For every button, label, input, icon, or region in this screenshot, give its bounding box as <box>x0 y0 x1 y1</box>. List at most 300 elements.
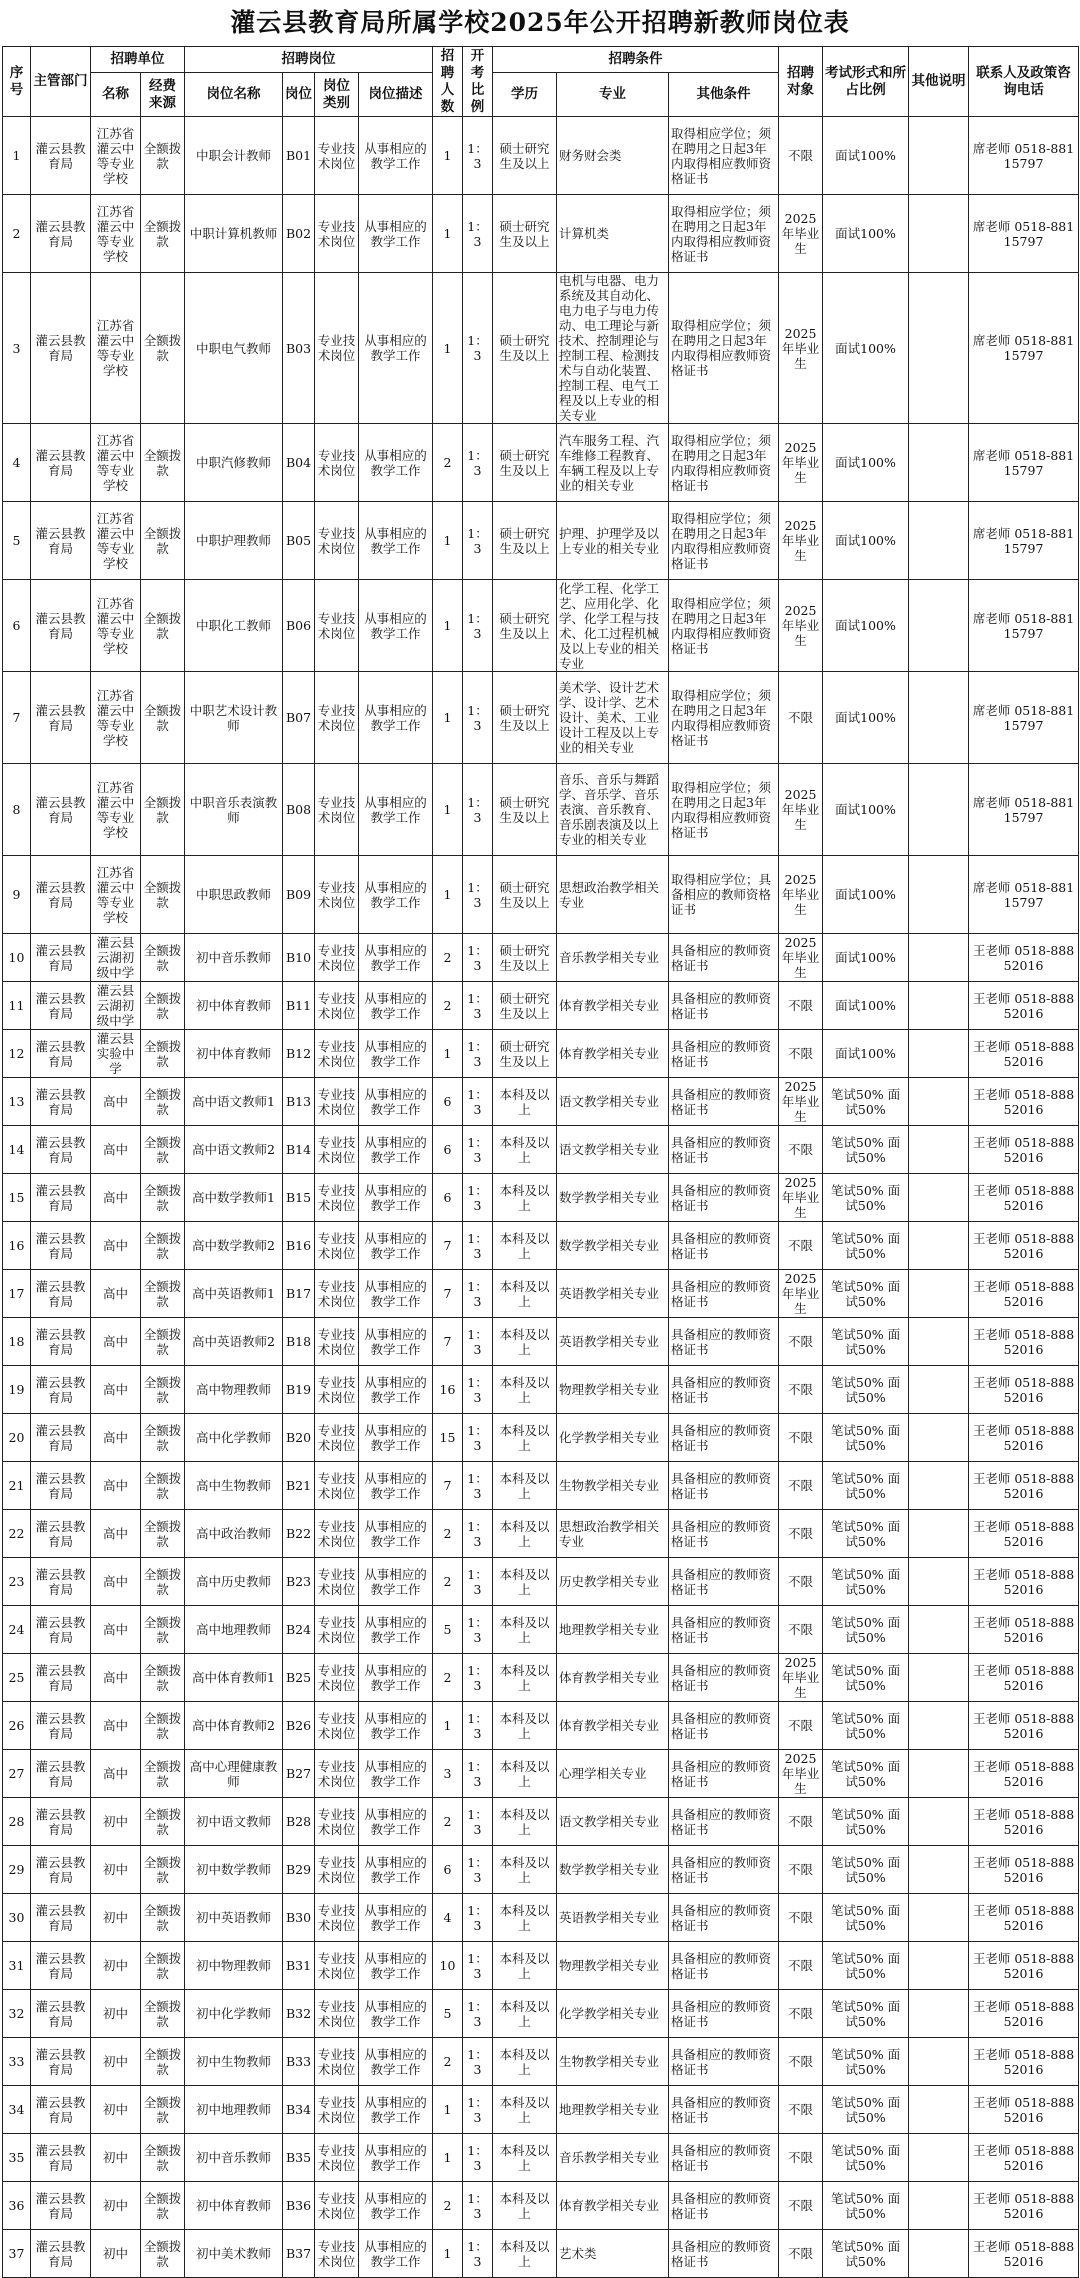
cell-dept: 灌云县教育局 <box>31 856 91 934</box>
cell-major: 生物教学相关专业 <box>557 2038 669 2086</box>
cell-other: 取得相应学位；须在聘用之日起3年内取得相应教师资格证书 <box>669 502 779 580</box>
cell-funding: 全额拨款 <box>141 1366 185 1414</box>
cell-other: 具备相应的教师资格证书 <box>669 1126 779 1174</box>
cell-major: 化学工程、化学工艺、应用化学、化学、化学工程与技术、化工过程机械及以上专业的相关专业 <box>557 580 669 672</box>
cell-other: 具备相应的教师资格证书 <box>669 1654 779 1702</box>
cell-contact: 席老师 0518-88115797 <box>969 672 1079 764</box>
cell-post-desc: 从事相应的教学工作 <box>359 195 433 273</box>
cell-post-type: 专业技术岗位 <box>315 2038 359 2086</box>
cell-target: 不限 <box>779 1414 823 1462</box>
cell-ratio: 1：3 <box>463 982 493 1030</box>
cell-post-desc: 从事相应的教学工作 <box>359 1654 433 1702</box>
cell-unit-name: 初中 <box>91 1846 141 1894</box>
cell-count: 1 <box>433 1702 463 1750</box>
cell-exam: 笔试50% 面试50% <box>823 2086 909 2134</box>
cell-note <box>909 1078 969 1126</box>
cell-post-name: 高中语文教师1 <box>185 1078 283 1126</box>
cell-count: 1 <box>433 502 463 580</box>
cell-exam: 笔试50% 面试50% <box>823 1174 909 1222</box>
cell-contact: 席老师 0518-88115797 <box>969 424 1079 502</box>
cell-post-code: B02 <box>283 195 315 273</box>
header-seq: 序号 <box>3 47 31 117</box>
cell-seq: 14 <box>3 1126 31 1174</box>
cell-other: 具备相应的教师资格证书 <box>669 1030 779 1078</box>
cell-exam: 笔试50% 面试50% <box>823 1942 909 1990</box>
cell-funding: 全额拨款 <box>141 1078 185 1126</box>
cell-ratio: 1：3 <box>463 1894 493 1942</box>
cell-post-code: B21 <box>283 1462 315 1510</box>
cell-dept: 灌云县教育局 <box>31 1414 91 1462</box>
cell-post-code: B20 <box>283 1414 315 1462</box>
cell-post-type: 专业技术岗位 <box>315 1846 359 1894</box>
cell-post-name: 初中化学教师 <box>185 1990 283 2038</box>
cell-post-type: 专业技术岗位 <box>315 1798 359 1846</box>
cell-post-desc: 从事相应的教学工作 <box>359 1270 433 1318</box>
cell-target: 2025年毕业生 <box>779 1654 823 1702</box>
cell-funding: 全额拨款 <box>141 502 185 580</box>
cell-exam: 面试100% <box>823 1030 909 1078</box>
cell-other: 具备相应的教师资格证书 <box>669 1414 779 1462</box>
cell-unit-name: 初中 <box>91 1894 141 1942</box>
cell-seq: 1 <box>3 117 31 195</box>
cell-funding: 全额拨款 <box>141 2086 185 2134</box>
cell-exam: 笔试50% 面试50% <box>823 1510 909 1558</box>
cell-count: 2 <box>433 1510 463 1558</box>
header-unit-name: 名称 <box>91 73 141 117</box>
cell-exam: 笔试50% 面试50% <box>823 2182 909 2230</box>
cell-note <box>909 934 969 982</box>
cell-post-desc: 从事相应的教学工作 <box>359 1558 433 1606</box>
cell-target: 不限 <box>779 1702 823 1750</box>
cell-seq: 16 <box>3 1222 31 1270</box>
cell-post-type: 专业技术岗位 <box>315 1462 359 1510</box>
cell-unit-name: 高中 <box>91 1318 141 1366</box>
cell-ratio: 1：3 <box>463 1318 493 1366</box>
cell-post-type: 专业技术岗位 <box>315 502 359 580</box>
cell-other: 具备相应的教师资格证书 <box>669 982 779 1030</box>
cell-contact: 席老师 0518-88115797 <box>969 764 1079 856</box>
cell-other: 取得相应学位；须在聘用之日起3年内取得相应教师资格证书 <box>669 764 779 856</box>
cell-funding: 全额拨款 <box>141 1846 185 1894</box>
cell-post-desc: 从事相应的教学工作 <box>359 273 433 424</box>
cell-ratio: 1：3 <box>463 1510 493 1558</box>
cell-dept: 灌云县教育局 <box>31 2134 91 2182</box>
cell-post-code: B28 <box>283 1798 315 1846</box>
cell-contact: 王老师 0518-88852016 <box>969 1750 1079 1798</box>
cell-exam: 笔试50% 面试50% <box>823 1366 909 1414</box>
table-row <box>3 934 1079 982</box>
cell-major: 语文教学相关专业 <box>557 1798 669 1846</box>
cell-unit-name: 初中 <box>91 2230 141 2278</box>
cell-post-code: B22 <box>283 1510 315 1558</box>
cell-target: 不限 <box>779 2038 823 2086</box>
cell-note <box>909 1030 969 1078</box>
cell-funding: 全额拨款 <box>141 1894 185 1942</box>
cell-seq: 32 <box>3 1990 31 2038</box>
cell-target: 2025年毕业生 <box>779 1270 823 1318</box>
cell-unit-name: 江苏省灌云中等专业学校 <box>91 764 141 856</box>
cell-other: 具备相应的教师资格证书 <box>669 1750 779 1798</box>
cell-post-type: 专业技术岗位 <box>315 1510 359 1558</box>
cell-funding: 全额拨款 <box>141 1270 185 1318</box>
header-contact: 联系人及政策咨询电话 <box>969 47 1079 117</box>
header-major: 专业 <box>557 73 669 117</box>
cell-post-name: 高中政治教师 <box>185 1510 283 1558</box>
cell-note <box>909 1126 969 1174</box>
cell-unit-name: 灌云县云湖初级中学 <box>91 934 141 982</box>
cell-count: 6 <box>433 1078 463 1126</box>
cell-unit-name: 初中 <box>91 2086 141 2134</box>
cell-seq: 27 <box>3 1750 31 1798</box>
cell-other: 具备相应的教师资格证书 <box>669 1942 779 1990</box>
cell-contact: 王老师 0518-88852016 <box>969 2182 1079 2230</box>
cell-count: 1 <box>433 2086 463 2134</box>
cell-funding: 全额拨款 <box>141 1750 185 1798</box>
cell-count: 15 <box>433 1414 463 1462</box>
cell-major: 历史教学相关专业 <box>557 1558 669 1606</box>
cell-seq: 30 <box>3 1894 31 1942</box>
cell-seq: 26 <box>3 1702 31 1750</box>
cell-contact: 席老师 0518-88115797 <box>969 580 1079 672</box>
cell-target: 不限 <box>779 1030 823 1078</box>
cell-contact: 王老师 0518-88852016 <box>969 1798 1079 1846</box>
cell-post-desc: 从事相应的教学工作 <box>359 117 433 195</box>
cell-target: 不限 <box>779 1990 823 2038</box>
cell-post-type: 专业技术岗位 <box>315 1318 359 1366</box>
cell-seq: 20 <box>3 1414 31 1462</box>
cell-seq: 8 <box>3 764 31 856</box>
cell-dept: 灌云县教育局 <box>31 1894 91 1942</box>
cell-edu: 本科及以上 <box>493 1270 557 1318</box>
table-row <box>3 2038 1079 2086</box>
cell-contact: 王老师 0518-88852016 <box>969 1030 1079 1078</box>
cell-seq: 31 <box>3 1942 31 1990</box>
cell-exam: 面试100% <box>823 195 909 273</box>
cell-post-code: B04 <box>283 424 315 502</box>
cell-note <box>909 195 969 273</box>
cell-other: 取得相应学位；须在聘用之日起3年内取得相应教师资格证书 <box>669 117 779 195</box>
cell-ratio: 1：3 <box>463 1174 493 1222</box>
cell-post-type: 专业技术岗位 <box>315 117 359 195</box>
cell-funding: 全额拨款 <box>141 1990 185 2038</box>
table-row <box>3 502 1079 580</box>
cell-edu: 本科及以上 <box>493 1894 557 1942</box>
cell-count: 1 <box>433 672 463 764</box>
cell-edu: 本科及以上 <box>493 1078 557 1126</box>
table-row <box>3 1990 1079 2038</box>
cell-edu: 本科及以上 <box>493 1510 557 1558</box>
cell-unit-name: 高中 <box>91 1606 141 1654</box>
cell-edu: 本科及以上 <box>493 1654 557 1702</box>
cell-edu: 本科及以上 <box>493 1702 557 1750</box>
cell-seq: 36 <box>3 2182 31 2230</box>
cell-post-desc: 从事相应的教学工作 <box>359 1078 433 1126</box>
cell-edu: 本科及以上 <box>493 2134 557 2182</box>
cell-ratio: 1：3 <box>463 1126 493 1174</box>
cell-ratio: 1：3 <box>463 502 493 580</box>
cell-contact: 王老师 0518-88852016 <box>969 1702 1079 1750</box>
cell-major: 计算机类 <box>557 195 669 273</box>
cell-count: 1 <box>433 2134 463 2182</box>
cell-exam: 面试100% <box>823 502 909 580</box>
cell-target: 不限 <box>779 1606 823 1654</box>
cell-post-name: 高中心理健康教师 <box>185 1750 283 1798</box>
cell-exam: 笔试50% 面试50% <box>823 1318 909 1366</box>
cell-funding: 全额拨款 <box>141 856 185 934</box>
cell-note <box>909 1270 969 1318</box>
cell-post-name: 中职电气教师 <box>185 273 283 424</box>
cell-unit-name: 江苏省灌云中等专业学校 <box>91 117 141 195</box>
table-row <box>3 1750 1079 1798</box>
cell-target: 不限 <box>779 672 823 764</box>
cell-count: 1 <box>433 117 463 195</box>
cell-ratio: 1：3 <box>463 1702 493 1750</box>
cell-contact: 王老师 0518-88852016 <box>969 982 1079 1030</box>
cell-exam: 面试100% <box>823 580 909 672</box>
cell-count: 1 <box>433 764 463 856</box>
cell-dept: 灌云县教育局 <box>31 1846 91 1894</box>
cell-ratio: 1：3 <box>463 1990 493 2038</box>
cell-dept: 灌云县教育局 <box>31 1942 91 1990</box>
cell-post-code: B29 <box>283 1846 315 1894</box>
cell-ratio: 1：3 <box>463 195 493 273</box>
cell-target: 不限 <box>779 1318 823 1366</box>
table-row <box>3 1414 1079 1462</box>
cell-note <box>909 424 969 502</box>
cell-ratio: 1：3 <box>463 1030 493 1078</box>
table-row <box>3 1654 1079 1702</box>
cell-other: 取得相应学位；须在聘用之日起3年内取得相应教师资格证书 <box>669 424 779 502</box>
cell-major: 音乐教学相关专业 <box>557 934 669 982</box>
cell-major: 体育教学相关专业 <box>557 982 669 1030</box>
cell-post-type: 专业技术岗位 <box>315 1414 359 1462</box>
cell-post-type: 专业技术岗位 <box>315 934 359 982</box>
cell-post-desc: 从事相应的教学工作 <box>359 1222 433 1270</box>
cell-unit-name: 高中 <box>91 1078 141 1126</box>
cell-other: 取得相应学位；须在聘用之日起3年内取得相应教师资格证书 <box>669 580 779 672</box>
cell-post-desc: 从事相应的教学工作 <box>359 982 433 1030</box>
cell-target: 不限 <box>779 1846 823 1894</box>
cell-post-code: B23 <box>283 1558 315 1606</box>
cell-other: 具备相应的教师资格证书 <box>669 2086 779 2134</box>
cell-seq: 18 <box>3 1318 31 1366</box>
cell-dept: 灌云县教育局 <box>31 424 91 502</box>
cell-other: 具备相应的教师资格证书 <box>669 1510 779 1558</box>
cell-target: 不限 <box>779 1942 823 1990</box>
table-row <box>3 1126 1079 1174</box>
cell-post-desc: 从事相应的教学工作 <box>359 580 433 672</box>
table-row <box>3 424 1079 502</box>
cell-funding: 全额拨款 <box>141 580 185 672</box>
cell-ratio: 1：3 <box>463 424 493 502</box>
cell-seq: 3 <box>3 273 31 424</box>
cell-post-type: 专业技术岗位 <box>315 1990 359 2038</box>
cell-post-type: 专业技术岗位 <box>315 1654 359 1702</box>
cell-major: 语文教学相关专业 <box>557 1078 669 1126</box>
cell-note <box>909 1606 969 1654</box>
cell-seq: 33 <box>3 2038 31 2086</box>
cell-unit-name: 灌云县实验中学 <box>91 1030 141 1078</box>
cell-post-type: 专业技术岗位 <box>315 1558 359 1606</box>
cell-note <box>909 982 969 1030</box>
table-row <box>3 2230 1079 2278</box>
cell-funding: 全额拨款 <box>141 2230 185 2278</box>
cell-count: 1 <box>433 1030 463 1078</box>
cell-major: 财务财会类 <box>557 117 669 195</box>
cell-contact: 王老师 0518-88852016 <box>969 1222 1079 1270</box>
cell-contact: 王老师 0518-88852016 <box>969 2086 1079 2134</box>
cell-ratio: 1：3 <box>463 1078 493 1126</box>
cell-post-code: B36 <box>283 2182 315 2230</box>
cell-post-type: 专业技术岗位 <box>315 1366 359 1414</box>
cell-dept: 灌云县教育局 <box>31 117 91 195</box>
cell-contact: 王老师 0518-88852016 <box>969 1558 1079 1606</box>
cell-major: 体育教学相关专业 <box>557 2182 669 2230</box>
cell-post-name: 高中物理教师 <box>185 1366 283 1414</box>
cell-unit-name: 高中 <box>91 1414 141 1462</box>
cell-post-type: 专业技术岗位 <box>315 1078 359 1126</box>
cell-exam: 笔试50% 面试50% <box>823 1078 909 1126</box>
cell-edu: 硕士研究生及以上 <box>493 982 557 1030</box>
cell-seq: 28 <box>3 1798 31 1846</box>
cell-post-type: 专业技术岗位 <box>315 2230 359 2278</box>
cell-post-desc: 从事相应的教学工作 <box>359 1462 433 1510</box>
cell-post-desc: 从事相应的教学工作 <box>359 1846 433 1894</box>
cell-exam: 笔试50% 面试50% <box>823 1750 909 1798</box>
cell-post-desc: 从事相应的教学工作 <box>359 502 433 580</box>
cell-edu: 硕士研究生及以上 <box>493 195 557 273</box>
cell-unit-name: 江苏省灌云中等专业学校 <box>91 580 141 672</box>
cell-post-name: 中职汽修教师 <box>185 424 283 502</box>
table-row <box>3 1078 1079 1126</box>
table-row <box>3 1942 1079 1990</box>
cell-post-name: 初中生物教师 <box>185 2038 283 2086</box>
cell-post-type: 专业技术岗位 <box>315 424 359 502</box>
table-row <box>3 580 1079 672</box>
cell-exam: 笔试50% 面试50% <box>823 1606 909 1654</box>
cell-edu: 硕士研究生及以上 <box>493 764 557 856</box>
cell-exam: 面试100% <box>823 934 909 982</box>
cell-major: 物理教学相关专业 <box>557 1366 669 1414</box>
cell-seq: 25 <box>3 1654 31 1702</box>
cell-note <box>909 856 969 934</box>
cell-other: 具备相应的教师资格证书 <box>669 2134 779 2182</box>
header-dept: 主管部门 <box>31 47 91 117</box>
cell-seq: 29 <box>3 1846 31 1894</box>
cell-ratio: 1：3 <box>463 1222 493 1270</box>
cell-ratio: 1：3 <box>463 2182 493 2230</box>
cell-post-type: 专业技术岗位 <box>315 1030 359 1078</box>
cell-exam: 笔试50% 面试50% <box>823 2038 909 2086</box>
header-note: 其他说明 <box>909 47 969 117</box>
cell-exam: 笔试50% 面试50% <box>823 1654 909 1702</box>
cell-post-desc: 从事相应的教学工作 <box>359 1990 433 2038</box>
cell-note <box>909 764 969 856</box>
table-row <box>3 1558 1079 1606</box>
cell-note <box>909 1798 969 1846</box>
cell-count: 5 <box>433 1990 463 2038</box>
cell-exam: 笔试50% 面试50% <box>823 2134 909 2182</box>
cell-post-code: B26 <box>283 1702 315 1750</box>
cell-post-code: B32 <box>283 1990 315 2038</box>
cell-other: 具备相应的教师资格证书 <box>669 1558 779 1606</box>
cell-dept: 灌云县教育局 <box>31 1318 91 1366</box>
cell-post-code: B14 <box>283 1126 315 1174</box>
cell-contact: 王老师 0518-88852016 <box>969 2038 1079 2086</box>
cell-post-name: 初中数学教师 <box>185 1846 283 1894</box>
cell-post-name: 初中体育教师 <box>185 2182 283 2230</box>
cell-unit-name: 高中 <box>91 1222 141 1270</box>
cell-post-type: 专业技术岗位 <box>315 1750 359 1798</box>
table-row <box>3 2134 1079 2182</box>
cell-exam: 面试100% <box>823 424 909 502</box>
cell-exam: 笔试50% 面试50% <box>823 1462 909 1510</box>
cell-target: 不限 <box>779 1558 823 1606</box>
cell-target: 2025年毕业生 <box>779 1750 823 1798</box>
table-row <box>3 1366 1079 1414</box>
page-title: 灌云县教育局所属学校2025年公开招聘新教师岗位表 <box>230 8 850 37</box>
cell-post-name: 中职会计教师 <box>185 117 283 195</box>
cell-funding: 全额拨款 <box>141 2134 185 2182</box>
cell-exam: 面试100% <box>823 856 909 934</box>
cell-other: 具备相应的教师资格证书 <box>669 934 779 982</box>
cell-note <box>909 580 969 672</box>
cell-funding: 全额拨款 <box>141 1462 185 1510</box>
cell-target: 2025年毕业生 <box>779 856 823 934</box>
cell-major: 艺术类 <box>557 2230 669 2278</box>
cell-post-name: 高中生物教师 <box>185 1462 283 1510</box>
cell-seq: 19 <box>3 1366 31 1414</box>
cell-edu: 本科及以上 <box>493 2038 557 2086</box>
cell-post-type: 专业技术岗位 <box>315 856 359 934</box>
cell-post-desc: 从事相应的教学工作 <box>359 1942 433 1990</box>
cell-post-name: 初中音乐教师 <box>185 2134 283 2182</box>
cell-post-desc: 从事相应的教学工作 <box>359 2230 433 2278</box>
cell-funding: 全额拨款 <box>141 424 185 502</box>
cell-unit-name: 高中 <box>91 1558 141 1606</box>
cell-funding: 全额拨款 <box>141 672 185 764</box>
cell-post-name: 初中体育教师 <box>185 982 283 1030</box>
cell-ratio: 1：3 <box>463 2086 493 2134</box>
cell-other: 具备相应的教师资格证书 <box>669 1702 779 1750</box>
cell-funding: 全额拨款 <box>141 1510 185 1558</box>
cell-count: 7 <box>433 1462 463 1510</box>
header-post-name: 岗位名称 <box>185 73 283 117</box>
cell-count: 1 <box>433 856 463 934</box>
cell-other: 具备相应的教师资格证书 <box>669 1078 779 1126</box>
cell-post-type: 专业技术岗位 <box>315 1174 359 1222</box>
cell-edu: 硕士研究生及以上 <box>493 1030 557 1078</box>
cell-dept: 灌云县教育局 <box>31 764 91 856</box>
cell-post-desc: 从事相应的教学工作 <box>359 2038 433 2086</box>
cell-ratio: 1：3 <box>463 117 493 195</box>
cell-edu: 本科及以上 <box>493 1558 557 1606</box>
cell-contact: 王老师 0518-88852016 <box>969 1078 1079 1126</box>
cell-post-code: B30 <box>283 1894 315 1942</box>
cell-post-type: 专业技术岗位 <box>315 1942 359 1990</box>
cell-exam: 笔试50% 面试50% <box>823 1222 909 1270</box>
header-post-type: 岗位类别 <box>315 73 359 117</box>
table-body <box>3 117 1079 2278</box>
cell-other: 具备相应的教师资格证书 <box>669 1222 779 1270</box>
cell-funding: 全额拨款 <box>141 982 185 1030</box>
table-row <box>3 2086 1079 2134</box>
cell-target: 不限 <box>779 117 823 195</box>
cell-post-name: 初中英语教师 <box>185 1894 283 1942</box>
cell-post-code: B16 <box>283 1222 315 1270</box>
cell-other: 具备相应的教师资格证书 <box>669 1318 779 1366</box>
cell-note <box>909 672 969 764</box>
